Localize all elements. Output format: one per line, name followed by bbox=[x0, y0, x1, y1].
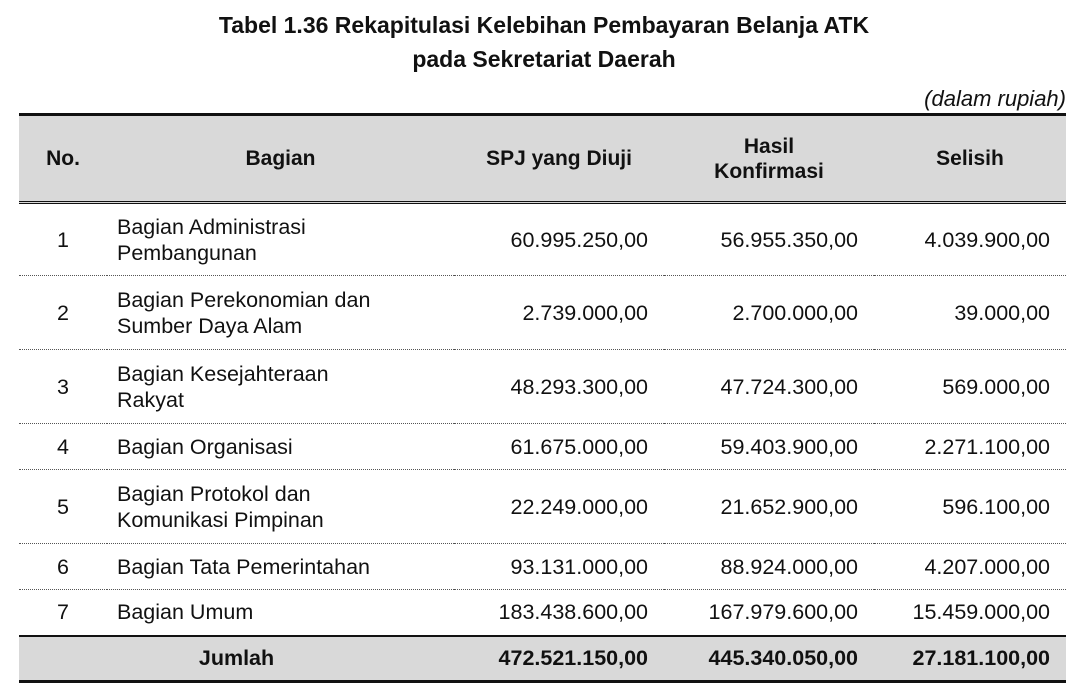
row-bagian-line-1: Bagian Organisasi bbox=[117, 434, 293, 459]
table-row bbox=[19, 203, 1066, 276]
unit-note: (dalam rupiah) bbox=[924, 86, 1066, 111]
table-title-line-2: pada Sekretariat Daerah bbox=[412, 46, 676, 72]
row-no: 5 bbox=[19, 470, 107, 544]
row-selisih: 4.207.000,00 bbox=[874, 544, 1066, 590]
header-bagian: Bagian bbox=[107, 115, 454, 203]
table-row bbox=[19, 350, 1066, 424]
row-bagian-line-2: Pembangunan bbox=[117, 240, 257, 265]
row-bagian bbox=[107, 276, 454, 350]
table-title bbox=[0, 8, 1080, 76]
table-row bbox=[19, 544, 1066, 590]
row-selisih: 4.039.900,00 bbox=[874, 203, 1066, 276]
total-spj: 472.521.150,00 bbox=[454, 636, 664, 682]
row-bagian-line-2: Sumber Daya Alam bbox=[117, 313, 303, 338]
header-hasil-line-2: Konfirmasi bbox=[714, 159, 824, 183]
header-hasil-konfirmasi bbox=[664, 115, 874, 203]
total-row bbox=[19, 636, 1066, 682]
row-bagian-line-1: Bagian Tata Pemerintahan bbox=[117, 554, 371, 579]
table-footer bbox=[19, 636, 1066, 682]
header-selisih: Selisih bbox=[874, 115, 1066, 203]
table-title-line-1: Tabel 1.36 Rekapitulasi Kelebihan Pembayaran Belanja ATK bbox=[218, 12, 870, 38]
row-bagian bbox=[107, 424, 454, 470]
row-bagian bbox=[107, 350, 454, 424]
row-spj: 93.131.000,00 bbox=[454, 544, 664, 590]
row-bagian bbox=[107, 590, 454, 636]
table-row bbox=[19, 470, 1066, 544]
row-spj: 60.995.250,00 bbox=[454, 203, 664, 276]
row-selisih: 39.000,00 bbox=[874, 276, 1066, 350]
row-hasil: 2.700.000,00 bbox=[664, 276, 874, 350]
row-no: 1 bbox=[19, 203, 107, 276]
row-bagian-line-1: Bagian Kesejahteraan bbox=[117, 361, 329, 386]
row-hasil: 56.955.350,00 bbox=[664, 203, 874, 276]
row-spj: 61.675.000,00 bbox=[454, 424, 664, 470]
recap-table bbox=[19, 113, 1066, 683]
row-hasil: 88.924.000,00 bbox=[664, 544, 874, 590]
table-row bbox=[19, 424, 1066, 470]
total-selisih: 27.181.100,00 bbox=[874, 636, 1066, 682]
row-bagian bbox=[107, 203, 454, 276]
header-spj: SPJ yang Diuji bbox=[454, 115, 664, 203]
row-hasil: 21.652.900,00 bbox=[664, 470, 874, 544]
row-bagian-line-1: Bagian Perekonomian dan bbox=[117, 287, 371, 312]
row-no: 4 bbox=[19, 424, 107, 470]
table-body bbox=[19, 203, 1066, 636]
row-bagian bbox=[107, 470, 454, 544]
table-header bbox=[19, 115, 1066, 203]
table-row bbox=[19, 276, 1066, 350]
row-bagian-line-1: Bagian Umum bbox=[117, 600, 254, 625]
row-bagian-line-2: Rakyat bbox=[117, 387, 184, 412]
row-bagian-line-2: Komunikasi Pimpinan bbox=[117, 507, 324, 532]
row-no: 3 bbox=[19, 350, 107, 424]
row-spj: 2.739.000,00 bbox=[454, 276, 664, 350]
row-selisih: 596.100,00 bbox=[874, 470, 1066, 544]
row-spj: 48.293.300,00 bbox=[454, 350, 664, 424]
row-hasil: 59.403.900,00 bbox=[664, 424, 874, 470]
row-no: 6 bbox=[19, 544, 107, 590]
row-bagian-line-1: Bagian Protokol dan bbox=[117, 481, 311, 506]
total-hasil: 445.340.050,00 bbox=[664, 636, 874, 682]
row-spj: 22.249.000,00 bbox=[454, 470, 664, 544]
row-bagian bbox=[107, 544, 454, 590]
row-no: 7 bbox=[19, 590, 107, 636]
row-hasil: 47.724.300,00 bbox=[664, 350, 874, 424]
header-no: No. bbox=[19, 115, 107, 203]
row-hasil: 167.979.600,00 bbox=[664, 590, 874, 636]
header-hasil-line-1: Hasil bbox=[743, 134, 795, 158]
row-spj: 183.438.600,00 bbox=[454, 590, 664, 636]
row-selisih: 15.459.000,00 bbox=[874, 590, 1066, 636]
table-row bbox=[19, 590, 1066, 636]
total-label: Jumlah bbox=[19, 636, 454, 682]
row-selisih: 2.271.100,00 bbox=[874, 424, 1066, 470]
header-row bbox=[19, 115, 1066, 203]
row-no: 2 bbox=[19, 276, 107, 350]
row-bagian-line-1: Bagian Administrasi bbox=[117, 214, 306, 239]
row-selisih: 569.000,00 bbox=[874, 350, 1066, 424]
